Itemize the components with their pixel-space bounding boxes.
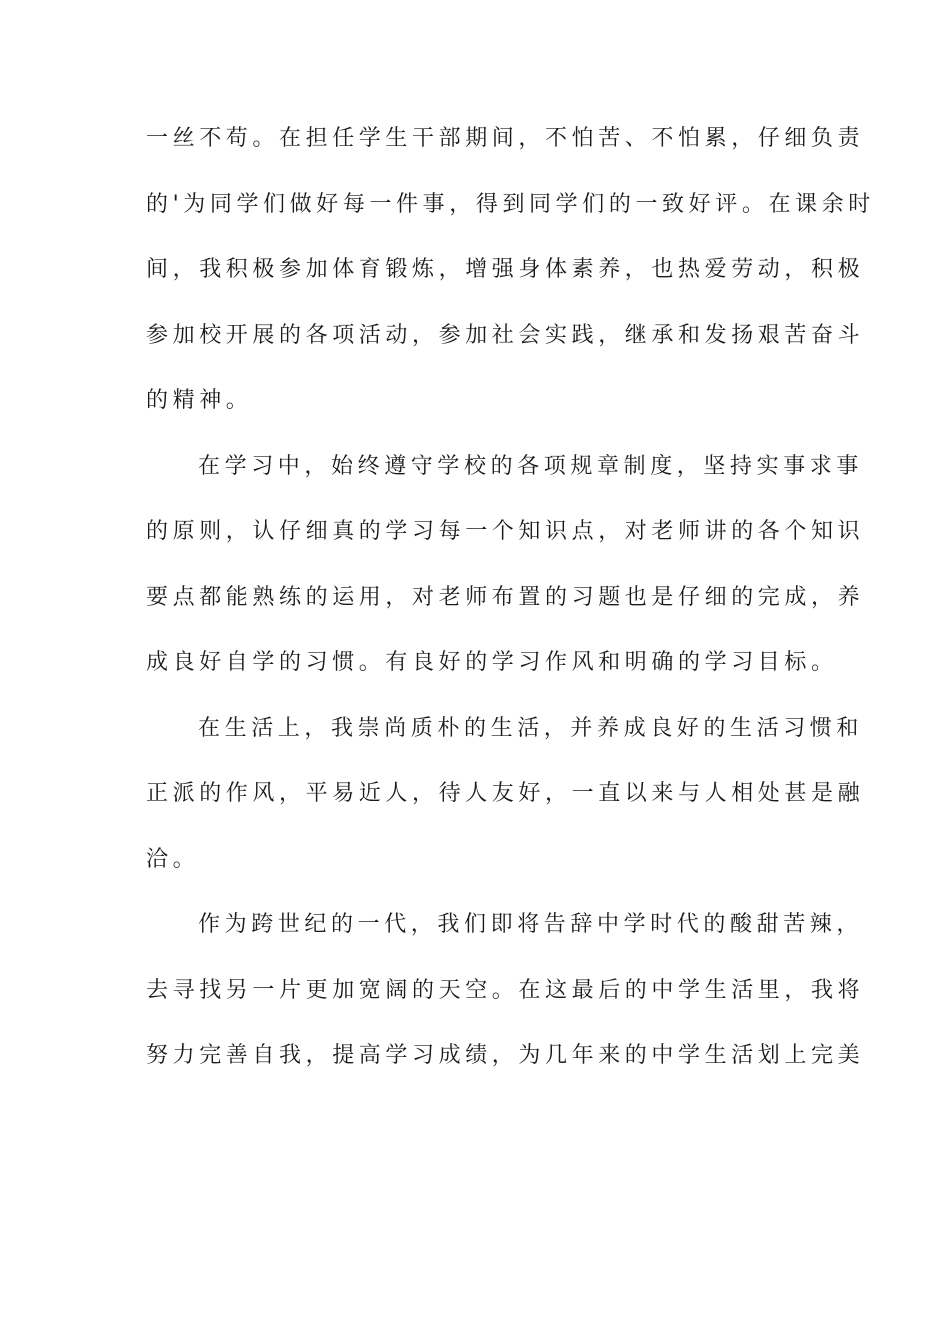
text-line-2: 的'为同学们做好每一件事，得到同学们的一致好评。在课余时 <box>146 191 875 217</box>
text-line-5: 的精神。 <box>146 388 253 413</box>
text-line-1: 一丝不苟。在担任学生干部期间，不怕苦、不怕累，仔细负责 <box>146 126 865 151</box>
text-line-3: 间，我积极参加体育锻炼，增强身体素养，也热爱劳动，积极 <box>146 257 865 282</box>
text-line-6: 在学习中，始终遵守学校的各项规章制度，坚持实事求事 <box>198 453 864 479</box>
text-line-4: 参加校开展的各项活动，参加社会实践，继承和发扬艰苦奋斗 <box>146 322 865 348</box>
text-line-7: 的原则，认仔细真的学习每一个知识点，对老师讲的各个知识 <box>146 519 865 544</box>
text-line-12: 洽。 <box>146 846 200 872</box>
document-text <box>146 126 875 1109</box>
text-line-14: 去寻找另一片更加宽阔的天空。在这最后的中学生活里，我将 <box>146 977 865 1003</box>
text-line-9: 成良好自学的习惯。有良好的学习作风和明确的学习目标。 <box>146 650 838 675</box>
text-line-13: 作为跨世纪的一代，我们即将告辞中学时代的酸甜苦辣， <box>198 912 864 937</box>
text-line-8: 要点都能熟练的运用，对老师布置的习题也是仔细的完成，养 <box>146 584 865 610</box>
text-line-11: 正派的作风，平易近人，待人友好，一直以来与人相处甚是融 <box>146 781 865 806</box>
text-line-10: 在生活上，我崇尚质朴的生活，并养成良好的生活习惯和 <box>198 715 864 741</box>
text-line-15: 努力完善自我，提高学习成绩，为几年来的中学生活划上完美 <box>146 1043 865 1068</box>
